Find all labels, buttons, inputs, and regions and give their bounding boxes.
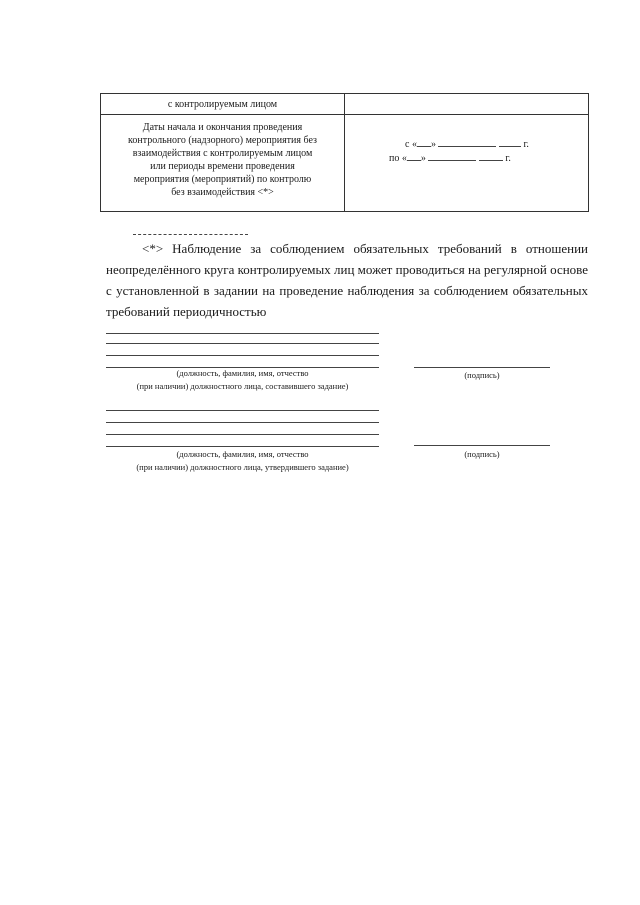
table-row (101, 94, 589, 115)
name-line (106, 446, 379, 447)
dates-label-line: взаимодействия с контролируемым лицом (132, 148, 313, 159)
date-to-prefix: по « (389, 153, 407, 164)
day-blank (417, 146, 431, 147)
year-blank (499, 146, 521, 147)
month-blank (438, 146, 496, 147)
footnote-separator (133, 234, 248, 235)
caption-line: (при наличии) должностного лица, утвердившего задание) (136, 462, 349, 472)
row1-label: с контролируемым лицом (167, 99, 278, 110)
signature-line (414, 367, 550, 368)
date-from-prefix: с « (405, 139, 417, 150)
date-range-block (345, 115, 588, 166)
year-blank (479, 160, 503, 161)
year-suffix: г. (523, 139, 529, 150)
name-caption (106, 367, 379, 393)
date-to-line (389, 152, 588, 166)
dates-label-line: без взаимодействия <*> (171, 187, 274, 198)
name-line (106, 410, 379, 411)
table-cell-right (345, 94, 589, 115)
table-cell-right (345, 115, 589, 212)
table-row (101, 115, 589, 212)
name-line (106, 355, 379, 356)
table-cell-left (101, 94, 345, 115)
name-line (106, 333, 379, 334)
name-line (106, 343, 379, 344)
table-cell-left (101, 115, 345, 212)
day-blank (407, 160, 421, 161)
quote-close: » (420, 153, 426, 164)
form-table (100, 93, 589, 212)
dates-label-line: контрольного (надзорного) мероприятия без (128, 135, 317, 146)
caption-line: (должность, фамилия, имя, отчество (176, 368, 309, 378)
footnote-text: <*> Наблюдение за соблюдением обязательных требований в отношении неопределённого круга контролируемых лиц может проводиться на регулярной основе с установленной в задании на проведение наблюдения за соблюдением обязательных требований периодичностью (106, 241, 588, 319)
caption-line: (при наличии) должностного лица, составившего задание) (136, 381, 349, 391)
signature-caption: (подпись) (464, 449, 500, 459)
signature-caption: (подпись) (464, 370, 500, 380)
signature-line (414, 445, 550, 446)
name-line (106, 434, 379, 435)
dates-label-line: или периоды времени проведения (150, 161, 295, 172)
year-suffix: г. (505, 153, 511, 164)
dates-label (101, 115, 344, 199)
caption-line: (должность, фамилия, имя, отчество (176, 449, 309, 459)
quote-close: » (430, 139, 436, 150)
date-from-line (389, 138, 588, 152)
name-caption (106, 448, 379, 474)
month-blank (428, 160, 476, 161)
dates-label-line: мероприятия (мероприятий) по контролю (133, 174, 312, 185)
name-line (106, 422, 379, 423)
dates-label-line: Даты начала и окончания проведения (142, 122, 303, 133)
